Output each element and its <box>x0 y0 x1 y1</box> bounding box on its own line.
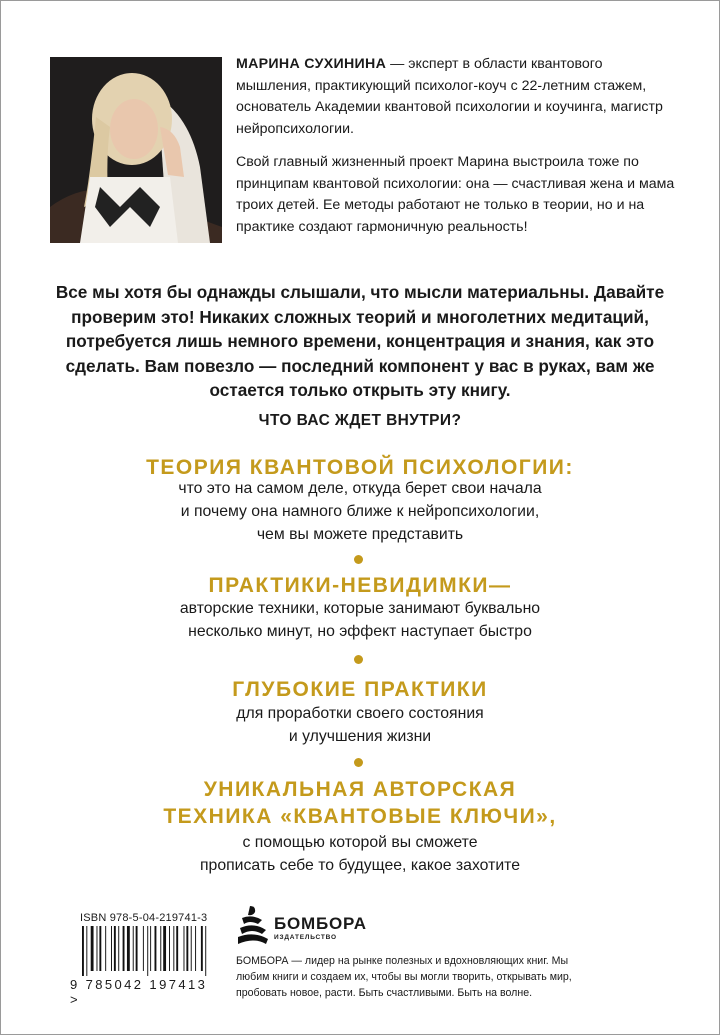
author-bio <box>236 54 676 238</box>
item-4-line-1: с помощью которой вы сможете <box>242 834 478 851</box>
publisher-subtitle: ИЗДАТЕЛЬСТВО <box>274 934 337 941</box>
item-1-line-2: и почему она намного ближе к нейропсихологии, <box>180 503 540 520</box>
bio-paragraph-1: МАРИНА СУХИНИНА — эксперт в области квантового мышления, практикующий психолог-коуч с 22-летним стажем, основатель Академии квантовой психологии и коучинга, магистр нейропсихологии. <box>236 56 663 137</box>
isbn-label: ISBN 978-5-04-219741-3 <box>80 912 208 924</box>
item-4-line-2: прописать себе то будущее, какое захотите <box>199 857 521 874</box>
bio-paragraph-2: Свой главный жизненный проект Марина выстроила тоже по принципам квантовой психологии: она — счастливая жена и мама троих детей. Ее методы работают не только в теории, но и на практике создают гармоничную реальность! <box>236 154 675 235</box>
bombora-logo-icon <box>236 904 270 946</box>
item-3-line-1: для проработки своего состояния <box>236 705 484 722</box>
what-inside-heading: ЧТО ВАС ЖДЕТ ВНУТРИ? <box>258 412 462 429</box>
item-4-title-line-1: УНИКАЛЬНАЯ АВТОРСКАЯ <box>203 778 517 801</box>
item-3-title: ГЛУБОКИЕ ПРАКТИКИ <box>232 678 488 701</box>
author-name: МАРИНА СУХИНИНА <box>236 56 387 72</box>
barcode <box>80 926 220 978</box>
item-2-line-1: авторские техники, которые занимают буквально <box>179 600 541 617</box>
separator-dot <box>354 758 363 767</box>
publisher-name: БОМБОРА <box>274 914 367 933</box>
author-photo <box>50 57 222 243</box>
item-1-line-3: чем вы можете представить <box>256 526 464 543</box>
item-1-title: ТЕОРИЯ КВАНТОВОЙ ПСИХОЛОГИИ: <box>146 456 574 479</box>
item-2-line-2: несколько минут, но эффект наступает быстро <box>188 623 532 640</box>
barcode-digits: 9 785042 197413 > <box>70 977 208 1007</box>
separator-dot <box>354 555 363 564</box>
item-2-title: ПРАКТИКИ-НЕВИДИМКИ— <box>208 574 512 597</box>
separator-dot <box>354 655 363 664</box>
item-3-line-2: и улучшения жизни <box>288 728 432 745</box>
intro-text: Все мы хотя бы однажды слышали, что мысли материальны. Давайте проверим это! Никаких сложных теорий и многолетних медитаций, потребуется лишь немного времени, концентрация и знания, как это сделать. Вам повезло — последний компонент у вас в руках, вам же остается только открыть эту книгу. <box>55 282 665 401</box>
item-1-line-1: что это на самом деле, откуда берет свои начала <box>178 480 542 497</box>
publisher-description: БОМБОРА — лидер на рынке полезных и вдохновляющих книг. Мы любим книги и создаем их, чтобы вы могли творить, открывать мир, пробовать новое, расти. Быть счастливыми. Быть на волне. <box>236 955 572 999</box>
item-4-title-line-2: ТЕХНИКА «КВАНТОВЫЕ КЛЮЧИ», <box>163 805 557 828</box>
